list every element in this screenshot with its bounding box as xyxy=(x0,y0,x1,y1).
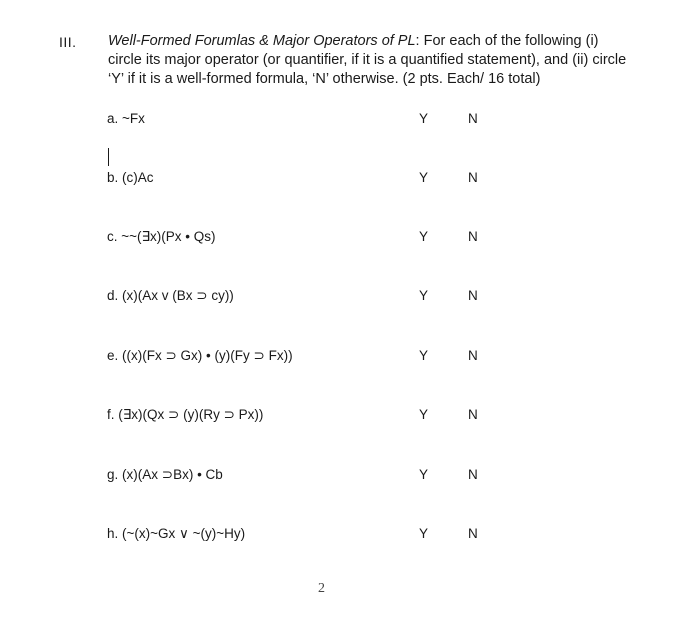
formula-text: c. ~~(∃x)(Px • Qs) xyxy=(107,229,216,244)
formula-text: a. ~Fx xyxy=(107,111,145,126)
no-option[interactable]: N xyxy=(468,348,478,363)
formula-text: b. (c)Ac xyxy=(107,170,154,185)
no-option[interactable]: N xyxy=(468,467,478,482)
formula-text: g. (x)(Ax ⊃Bx) • Cb xyxy=(107,467,223,482)
question-item-e xyxy=(107,348,587,368)
section-title: Well-Formed Forumlas & Major Operators of PL xyxy=(108,33,416,49)
question-item-f xyxy=(107,407,587,427)
yes-option[interactable]: Y xyxy=(419,526,429,541)
instructions-text: : For each of the following (i) circle its major operator (or quantifier, if it is a quantified statement), and (ii) circle ‘Y’ if it is a well-formed formula, ‘N’ otherwise. (2 pts. Each/ 16 total) xyxy=(108,33,627,87)
section-instructions xyxy=(108,32,628,89)
formula-text: f. (∃x)(Qx ⊃ (y)(Ry ⊃ Px)) xyxy=(107,407,264,422)
yes-option[interactable]: Y xyxy=(419,467,429,482)
question-item-b xyxy=(107,170,587,190)
yes-option[interactable]: Y xyxy=(419,111,429,126)
question-item-c xyxy=(107,229,587,249)
no-option[interactable]: N xyxy=(468,526,478,541)
question-item-d xyxy=(107,288,587,308)
text-cursor xyxy=(108,148,109,166)
no-option[interactable]: N xyxy=(468,170,478,185)
yes-option[interactable]: Y xyxy=(419,229,429,244)
formula-text: d. (x)(Ax v (Bx ⊃ cy)) xyxy=(107,288,234,303)
no-option[interactable]: N xyxy=(468,288,478,303)
yes-option[interactable]: Y xyxy=(419,288,429,303)
no-option[interactable]: N xyxy=(468,111,478,126)
question-item-h xyxy=(107,526,587,546)
formula-text: h. (~(x)~Gx ∨ ~(y)~Hy) xyxy=(107,526,246,541)
section-number: III. xyxy=(59,34,77,50)
question-item-a xyxy=(107,111,587,131)
page-number: 2 xyxy=(318,581,325,596)
no-option[interactable]: N xyxy=(468,407,478,422)
yes-option[interactable]: Y xyxy=(419,348,429,363)
yes-option[interactable]: Y xyxy=(419,407,429,422)
no-option[interactable]: N xyxy=(468,229,478,244)
yes-option[interactable]: Y xyxy=(419,170,429,185)
formula-text: e. ((x)(Fx ⊃ Gx) • (y)(Fy ⊃ Fx)) xyxy=(107,348,293,363)
question-item-g xyxy=(107,467,587,487)
